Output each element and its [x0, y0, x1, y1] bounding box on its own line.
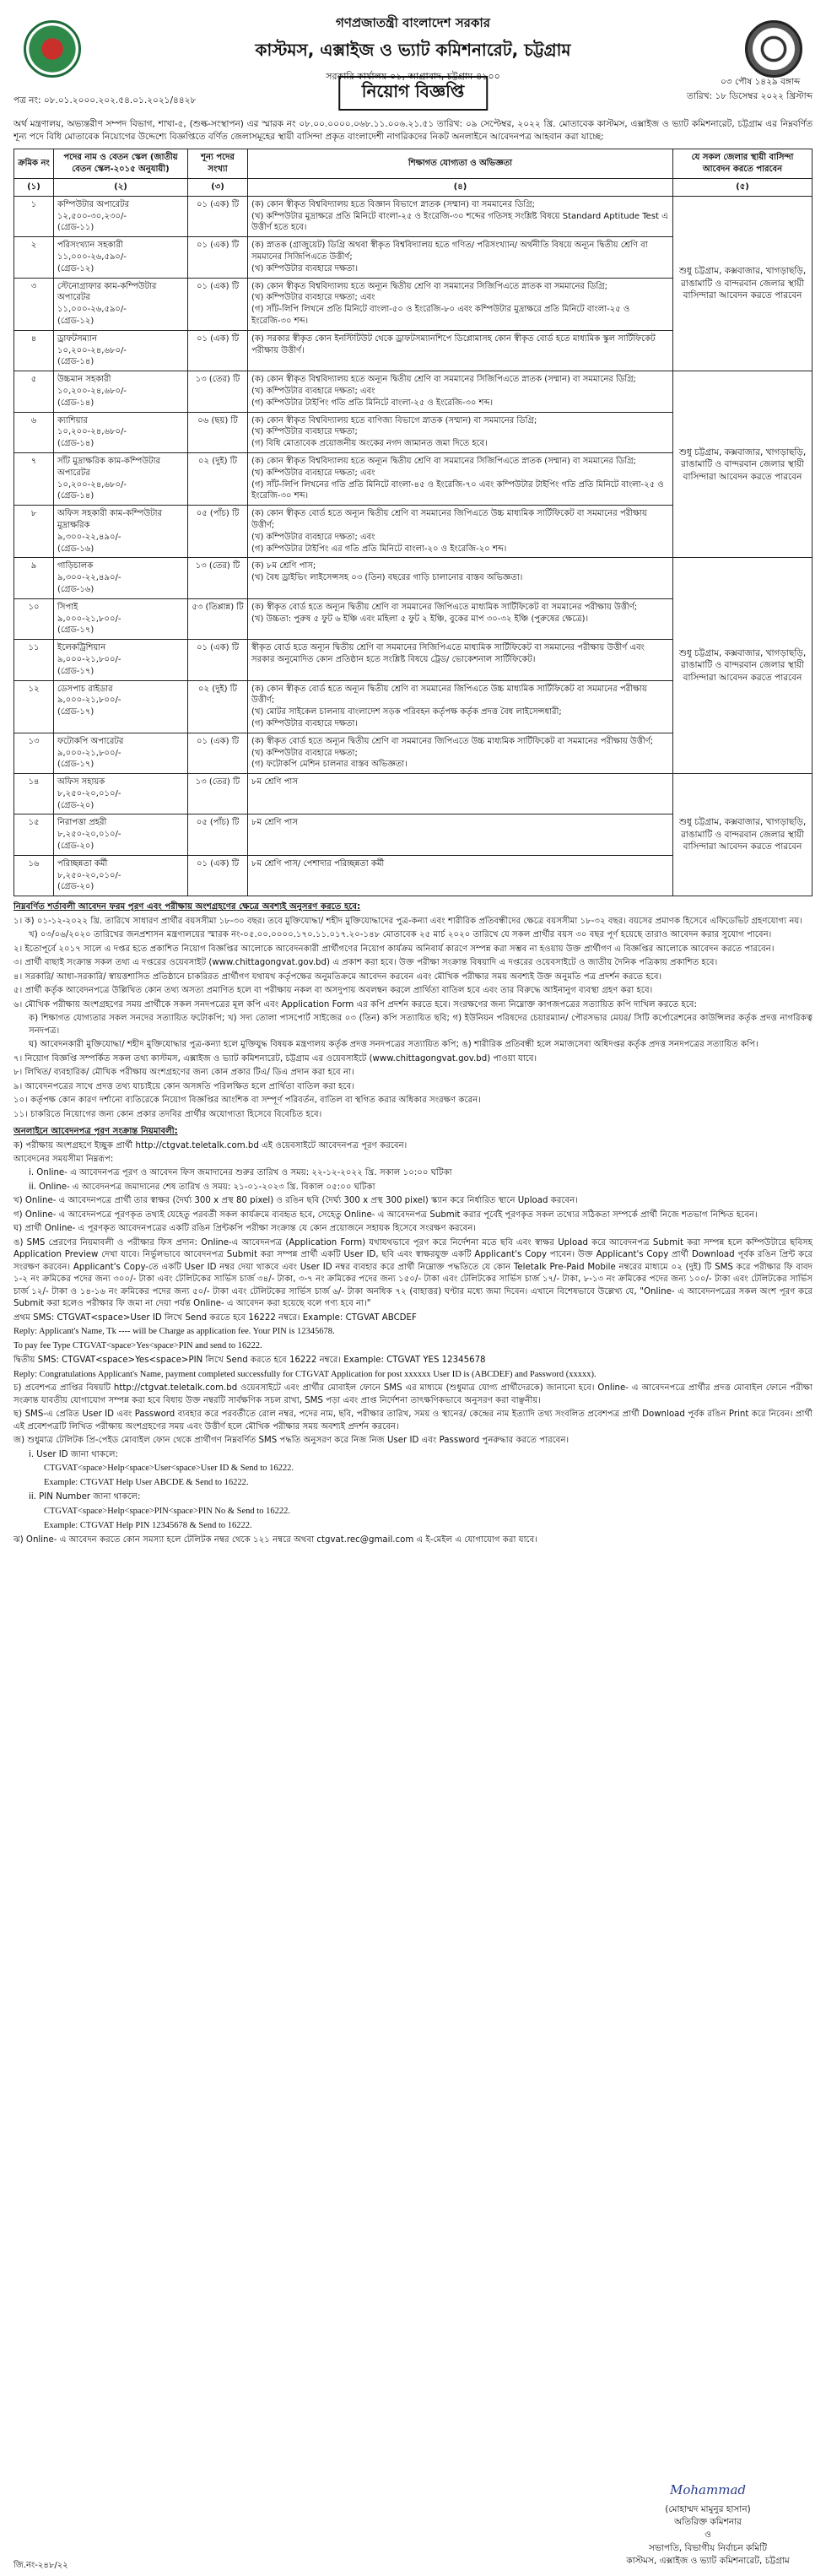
qualification-item: (খ) কম্পিউটার মুদ্রাক্ষরে প্রতি মিনিটে বাংলা-২৫ ও ইংরেজি-৩০ শব্দের গতিসহ সংশ্লিষ্ট বিষয়ে Standard Aptitude Test এ উত্তীর্ণ হতে হবে।: [251, 211, 668, 233]
post-cell: [54, 774, 188, 814]
post-scale: ১০,২০০-২৪,৬৮০/-: [57, 386, 127, 396]
conditions-title: নিম্নবর্ণিত শর্তাবলী আবেদন ফরম পূরণ এবং পরীক্ষায় অংশগ্রহণের ক্ষেত্রে অবশ্যই অনুসরণ করতে হবে:: [13, 902, 361, 912]
condition-item: ১। ক) ০১-১২-২০২২ খ্রি. তারিখে সাধারণ প্রার্থীর বয়সসীমা ১৮-৩০ বছর। তবে মুক্তিযোদ্ধা/ শহীদ মুক্তিযোদ্ধাদের পুত্র-কন্যা এবং শারীরিক প্রতিবন্ধীদের ক্ষেত্রে বয়সসীমা ১৮-৩২ বছর। বয়সের প্রমাণক হিসেবে এফিডেভিট গ্রহণযোগ্য নয়।: [13, 916, 803, 926]
post-cell: [54, 640, 188, 680]
post-scale: ১০,২০০-২৪,৬৮০/-: [57, 427, 127, 437]
district-cell: শুধু চট্টগ্রাম, কক্সবাজার, খাগড়াছড়ি, রাঙামাটি ও বান্দরবান জেলার স্থায়ী বাসিন্দারা আবেদন করতে পারবেন: [673, 196, 813, 371]
post-post: পরিচ্ছন্নতা কর্মী: [57, 858, 108, 869]
qualification-item: (খ) কম্পিউটার ব্যবহারে দক্ষতা; এবং: [251, 468, 375, 478]
post-scale: ৯,০০০-২১,৮০০/-: [57, 748, 121, 758]
footer-code: জি.নং-২৪৮/২২: [13, 2561, 68, 2570]
post-post: স্টেনোগ্রাফার কাম-কম্পিউটার অপারেটর: [57, 281, 157, 303]
serial-cell: ১৬: [14, 855, 54, 896]
column-number: (৩): [188, 179, 248, 197]
post-cell: [54, 330, 188, 371]
qualification-item: (গ) বিধি মোতাবেক প্রয়োজনীয় অংকের নগদ জামানত জমা দিতে হবে।: [251, 439, 488, 449]
condition-item: ১১। চাকরিতে নিয়োগের জন্য কোন প্রকার তদবির প্রার্থীর অযোগ্যতা হিসেবে বিবেচিত হবে।: [13, 1109, 322, 1119]
post-cell: [54, 196, 188, 236]
instruction-item: Reply: Congratulations Applicant's Name, payment completed successfully for CTGVAT Application for post xxxxxx User ID is (ABCDEF) and Password (xxxxx).: [13, 1369, 597, 1379]
post-post: ড্রাফটসম্যান: [57, 333, 97, 344]
serial-cell: ১৪: [14, 774, 54, 814]
table-row: [14, 371, 813, 412]
online-instructions: [13, 1140, 813, 1546]
qualification-item: (ক) কোন স্বীকৃত বোর্ড হতে অন্যূন দ্বিতীয় শ্রেণি বা সমমানের জিপিএতে উচ্চ মাধ্যমিক সার্টিফিকেট বা সমমানের পরীক্ষায় উত্তীর্ণ;: [251, 509, 647, 530]
qualification-cell: [248, 774, 673, 814]
conditions-section: [13, 901, 813, 1121]
instruction-item: দ্বিতীয় SMS: CTGVAT<space>Yes<space>PIN লিখে Send করতে হবে 16222 নম্বরে। Example: CTGVAT YES 12345678: [13, 1356, 486, 1366]
post-scale: ১০,২০০-২৪,৬৮০/-: [57, 479, 127, 490]
post-cell: [54, 412, 188, 452]
serial-cell: ৮: [14, 506, 54, 558]
qualification-item: (ক) স্বীকৃত বোর্ড হতে অন্যূন দ্বিতীয় শ্রেণি বা সমমানের জিপিএতে মাধ্যমিক সার্টিফিকেট বা সমমানের পরীক্ষায় উত্তীর্ণ;: [251, 602, 638, 612]
post-scale: ১০,২০০-২৪,৬৮০/-: [57, 345, 127, 355]
qualification-item: ৮ম শ্রেণি পাস: [251, 777, 298, 787]
vacancy-count: ০১ (এক) টি: [188, 196, 248, 236]
header: [13, 14, 813, 113]
signatory-office: কাস্টমস, এক্সাইজ ও ভ্যাট কমিশনারেট, চট্টগ্রাম: [626, 2555, 790, 2566]
table-row: [14, 196, 813, 236]
condition-item: ৫। প্রার্থী কর্তৃক আবেদনপত্রে উল্লিখিত কোন তথ্য অসত্য প্রমাণিত হলে বা পরীক্ষায় নকল বা অসদুপায় অবলম্বন করলে প্রার্থিতা বাতিল হবে এবং তার বিরুদ্ধে আইনানুগ ব্যবস্থা গ্রহণ করা হবে।: [13, 986, 653, 996]
post-post: অফিস সহকারী কাম-কম্পিউটার মুদ্রাক্ষরিক: [57, 509, 163, 530]
condition-item: ৭। নিয়োগ বিজ্ঞপ্তি সম্পর্কিত সকল তথ্য কাস্টমস, এক্সাইজ ও ভ্যাট কমিশনারেট, চট্টগ্রাম এর ওয়েবসাইটে (www.chittagongvat.gov.bd) পাওয়া যাবে।: [13, 1053, 537, 1063]
post-cell: [54, 733, 188, 773]
qualification-item: (ক) কোন স্বীকৃত বোর্ড হতে অন্যূন দ্বিতীয় শ্রেণি বা সমমানের জিপিএতে উচ্চ মাধ্যমিক সার্টিফিকেট বা সমমানের পরীক্ষায় উত্তীর্ণ;: [251, 684, 647, 706]
post-grade: (গ্রেড-১৭): [57, 666, 94, 676]
post-cell: [54, 558, 188, 598]
instruction-item: খ) Online- এ আবেদনপত্রে প্রার্থী তার স্বাক্ষর (দৈর্ঘ্য 300 x প্রস্থ 80 pixel) ও রঙিন ছবি (দৈর্ঘ্য 300 x প্রস্থ 300 pixel) স্ক্যান করে নির্ধারিত স্থানে Upload করবেন।: [13, 1196, 578, 1206]
vacancy-count: ০১ (এক) টি: [188, 640, 248, 680]
vacancy-count: ০১ (এক) টি: [188, 237, 248, 278]
vacancy-table: [13, 149, 813, 896]
qualification-item: (খ) কম্পিউটার ব্যবহারে দক্ষতা; এবং: [251, 532, 375, 542]
post-scale: ৮,২৫০-২০,০১০/-: [57, 830, 121, 840]
table-header-row: [14, 149, 813, 179]
qualification-item: (খ) কম্পিউটার ব্যবহারে দক্ষতা; এবং: [251, 293, 375, 303]
table-row: [14, 558, 813, 598]
qualification-item: (ক) কোন স্বীকৃত বিশ্ববিদ্যালয় হতে বাণিজ্য বিভাগে স্নাতক (সম্মান) বা সমমানের ডিগ্রি;: [251, 415, 537, 425]
signatory-role: অতিরিক্ত কমিশনার: [674, 2517, 742, 2528]
post-post: উচ্চমান সহকারী: [57, 375, 111, 385]
vacancy-count: ০১ (এক) টি: [188, 855, 248, 896]
qualification-cell: [248, 640, 673, 680]
post-grade: (গ্রেড-১২): [57, 263, 94, 273]
post-cell: [54, 452, 188, 505]
serial-cell: ৪: [14, 330, 54, 371]
post-scale: ১১,০০০-২৬,৫৯০/-: [57, 252, 127, 262]
vacancy-count: ১৩ (তের) টি: [188, 371, 248, 412]
instruction-item: Example: CTGVAT Help PIN 12345678 & Send to 16222.: [44, 1520, 252, 1530]
handwritten-signature: Mohammad: [670, 2482, 746, 2498]
column-number: (৫): [673, 179, 813, 197]
table-body: [14, 196, 813, 896]
vacancy-count: ০৫ (পাঁচ) টি: [188, 506, 248, 558]
qualification-cell: [248, 558, 673, 598]
instruction-item: চ) প্রবেশপত্র প্রাপ্তির বিষয়টি http://ctgvat.teletalk.com.bd ওয়েবসাইটে এবং প্রার্থীর মোবাইল ফোনে SMS এর মাধ্যমে (শুধুমাত্র যোগ্য প্রার্থীদেরকে) জানানো হবে। Online- এ আবেদনপত্রে প্রার্থীর প্রদত্ত মোবাইল ফোনে পরীক্ষা সংক্রান্ত যাবতীয় যোগাযোগ সম্পন্ন করা হবে বিধায় উক্ত নম্বরটি সার্বক্ষণিক সচল রাখা, SMS পড়া এবং প্রাপ্ত নির্দেশনা তাৎক্ষণিকভাবে অনুসরণ করা বাঞ্ছনীয়।: [13, 1383, 813, 1405]
vacancy-count: ০২ (দুই) টি: [188, 680, 248, 733]
condition-item: ২। ইতোপূর্বে ২০১৭ সালে এ দপ্তর হতে প্রকাশিত নিয়োগ বিজ্ঞপ্তির আলোকে আবেদনকারী প্রার্থীগণের নিয়োগ কার্যক্রম অনিবার্য কারণে সম্পন্ন করা সম্ভব না হওয়ায় উক্ত প্রার্থীগণ এ বিজ্ঞপ্তির আলোকে আবেদন করতে পারবেন।: [13, 944, 775, 954]
instruction-item: আবেদনের সময়সীমা নিম্নরূপ:: [13, 1154, 114, 1164]
signatory-committee: সভাপতি, বিভাগীয় নির্বাচন কমিটি: [649, 2542, 767, 2553]
instruction-item: ছ) SMS-এ প্রেরিত User ID এবং Password ব্যবহার করে পরবর্তীতে রোল নম্বর, পদের নাম, ছবি, পরীক্ষার তারিখ, সময় ও স্থানের/ কেন্দ্রের নাম ইত্যাদি তথ্য সংবলিত প্রবেশপত্র প্রার্থী Download পূর্বক রঙিন Print করে নিবেন। প্রার্থী এই প্রবেশপত্রটি লিখিত পরীক্ষায় অংশগ্রহণের সময় এবং উত্তীর্ণ হলে মৌখিক পরীক্ষার সময় অবশ্যই প্রদর্শন করবেন।: [13, 1410, 813, 1431]
qualification-cell: [248, 452, 673, 505]
condition-item: ঘ) আবেদনকারী মুক্তিযোদ্ধা/ শহীদ মুক্তিযোদ্ধার পুত্র-কন্যা হলে মুক্তিযুদ্ধ বিষয়ক মন্ত্রণালয় কর্তৃক প্রদত্ত সনদপত্রের সত্যায়িত কপি; ঙ) শারীরিক প্রতিবন্ধী হলে সমাজসেবা অধিদপ্তর কর্তৃক প্রদত্ত সনদপত্রের সত্যায়িত কপি।: [29, 1040, 759, 1050]
post-scale: ১২,৫০০-৩০,২৩০/-: [57, 211, 127, 221]
signature-block: [615, 2481, 801, 2568]
notice-title: নিয়োগ বিজ্ঞপ্তি: [338, 76, 489, 111]
post-grade: (গ্রেড-১৭): [57, 625, 94, 636]
post-post: কম্পিউটার অপারেটর: [57, 199, 130, 209]
instruction-item: ii. Online- এ আবেদনপত্র জমাদানের শেষ তারিখ ও সময়: ২১-০১-২০২৩ খ্রি. বিকাল ০৫:০০ ঘটিকা: [29, 1182, 375, 1192]
column-header: ক্রমিক নং: [14, 149, 54, 179]
date-label: তারিখ:: [686, 91, 713, 101]
table-row: [14, 774, 813, 814]
post-scale: ১১,০০০-২৬,৫৯০/-: [57, 305, 127, 315]
serial-cell: ৯: [14, 558, 54, 598]
post-grade: (গ্রেড-২০): [57, 842, 94, 852]
vacancy-count: ০১ (এক) টি: [188, 278, 248, 330]
column-header: যে সকল জেলার স্থায়ী বাসিন্দা আবেদন করতে পারবেন: [673, 149, 813, 179]
post-grade: (গ্রেড-১৭): [57, 760, 94, 770]
column-number: (২): [54, 179, 188, 197]
condition-item: ৩। প্রার্থী বাছাই সংক্রান্ত সকল তথ্য এ দপ্তরের ওয়েবসাইট (www.chittagongvat.gov.bd) এ প্রকাশ করা হবে। উক্ত পরীক্ষা সংক্রান্ত বিষয়াদি এ দপ্তরের ওয়েবসাইটে ও জাতীয় দৈনিক পত্রিকায় প্রকাশিত হবে।: [13, 958, 718, 968]
qualification-item: (গ) সাঁট-লিপি লিখনের গতি প্রতি মিনিটে বাংলা-৪৫ ও ইংরেজি-৭০ এবং কম্পিউটার টাইপিং গতি প্রতি মিনিটে বাংলা-২৫ ও ইংরেজি-৩০ শব্দ।: [251, 479, 664, 501]
vacancy-count: ১৩ (তের) টি: [188, 558, 248, 598]
condition-item: ৪। সরকারি/ আধা-সরকারি/ স্বায়ত্তশাসিত প্রতিষ্ঠানে চাকরিরত প্রার্থীগণ যথাযথ কর্তৃপক্ষের অনুমতিক্রমে আবেদন করবেন এবং মৌখিক পরীক্ষার সময় অবশ্যই উক্ত অনুমতি পত্র প্রদর্শন করতে হবে।: [13, 971, 662, 982]
instruction-item: জ) শুধুমাত্র টেলিটক প্রি-পেইড মোবাইল ফোন থেকে প্রার্থীগণ নিম্নবর্ণিত SMS পদ্ধতি অনুসরণ করে নিজ নিজ User ID এবং Password পুনরুদ্ধার করতে পারবেন।: [13, 1436, 570, 1446]
district-cell: শুধু চট্টগ্রাম, কক্সবাজার, খাগড়াছড়ি, রাঙামাটি ও বান্দরবান জেলার স্থায়ী বাসিন্দারা আবেদন করতে পারবেন: [673, 558, 813, 774]
qualification-cell: [248, 855, 673, 896]
qualification-cell: [248, 237, 673, 278]
government-seal-icon: [24, 20, 81, 78]
qualification-item: (গ) কম্পিউটার ব্যবহারে দক্ষতা।: [251, 718, 359, 728]
memo-number: পত্র নং: ০৮.০১.২০০০.২০২.৫৪.০১.২০২১/৪৪২৮: [13, 95, 197, 106]
qualification-item: (ক) স্বীকৃত বোর্ড হতে অন্যূন দ্বিতীয় শ্রেণি বা সমমানের জিপিএতে উচ্চ মাধ্যমিক সার্টিফিকেট বা সমমানের পরীক্ষায় উত্তীর্ণ;: [251, 736, 654, 746]
qualification-item: (ক) কোন স্বীকৃত বিশ্ববিদ্যালয় হতে অন্যূন দ্বিতীয় শ্রেণি বা সমমানের সিজিপিএতে স্নাতক (সম্মান) বা সমমানের ডিগ্রি;: [251, 375, 636, 385]
post-post: সিপাই: [57, 602, 78, 612]
post-grade: (গ্রেড-১৬): [57, 584, 94, 594]
vacancy-count: ০৫ (পাঁচ) টি: [188, 814, 248, 855]
post-grade: (গ্রেড-১৭): [57, 707, 94, 717]
post-scale: ৯,০০০-২১,৮০০/-: [57, 654, 121, 664]
serial-cell: ১১: [14, 640, 54, 680]
instruction-item: i. User ID জানা থাকলে:: [29, 1449, 118, 1459]
instruction-item: CTGVAT<space>Help<space>PIN<space>PIN No & Send to 16222.: [44, 1506, 290, 1516]
serial-cell: ৬: [14, 412, 54, 452]
vacancy-count: ১৩ (তের) টি: [188, 774, 248, 814]
column-header: পদের নাম ও বেতন স্কেল (জাতীয় বেতন স্কেল-২০১৫ অনুযায়ী): [54, 149, 188, 179]
serial-cell: ১৩: [14, 733, 54, 773]
post-scale: ৮,২৫০-২০,০১০/-: [57, 788, 121, 798]
post-cell: [54, 855, 188, 896]
vacancy-count: ০১ (এক) টি: [188, 733, 248, 773]
column-header: শূন্য পদের সংখ্যা: [188, 149, 248, 179]
post-scale: ৯,০০০-২১,৮০০/-: [57, 695, 121, 706]
post-cell: [54, 237, 188, 278]
post-scale: ৯,৩০০-২২,৪৯০/-: [57, 573, 121, 583]
qualification-cell: [248, 196, 673, 236]
post-grade: (গ্রেড-২০): [57, 800, 94, 810]
district-cell: শুধু চট্টগ্রাম, কক্সবাজার, খাগড়াছড়ি, রাঙামাটি ও বান্দরবান জেলার স্থায়ী বাসিন্দারা আবেদন করতে পারবেন: [673, 371, 813, 558]
post-cell: [54, 680, 188, 733]
condition-item: খ) ০৩/০৬/২০২০ তারিখের জনপ্রশাসন মন্ত্রণালয়ের স্মারক নং-০৫.০০.০০০০.১৭০.১১.০১৭.২০-১৪৮ মোতাবেক ২৫ মার্চ ২০২০ তারিখে যে সকল প্রার্থীর বয়স ৩০ বছর পূর্ণ হয়েছে তারাও আবেদন করার সুযোগ পাবেন।: [29, 930, 772, 940]
qualification-cell: [248, 733, 673, 773]
district-cell: শুধু চট্টগ্রাম, কক্সবাজার, খাগড়াছড়ি, রাঙামাটি ও বান্দরবান জেলার স্থায়ী বাসিন্দারা আবেদন করতে পারবেন: [673, 774, 813, 896]
conditions-list: [13, 916, 813, 1121]
post-post: নিরাপত্তা প্রহরী: [57, 818, 107, 828]
post-grade: (গ্রেড-১২): [57, 317, 94, 326]
vacancy-count: ০২ (দুই) টি: [188, 452, 248, 505]
serial-cell: ৭: [14, 452, 54, 505]
condition-item: ৯। আবেদনপত্রের সাথে প্রদত্ত তথ্য যাচাইয়ে কোন অসঙ্গতি পরিলক্ষিত হলে প্রার্থিতা বাতিল করা হবে।: [13, 1081, 354, 1091]
online-title: অনলাইনে আবেদনপত্র পূরণ সংক্রান্ত নিয়মাবলী:: [13, 1127, 178, 1137]
serial-cell: ৫: [14, 371, 54, 412]
post-post: অফিস সহায়ক: [57, 777, 105, 787]
qualification-item: (ক) কোন স্বীকৃত বিশ্ববিদ্যালয় হতে অন্যূন দ্বিতীয় শ্রেণি বা সমমানের সিজিপিএতে স্নাতক (সম্মান) বা সমমানের ডিগ্রি;: [251, 456, 636, 466]
post-post: গাড়িচালক: [57, 561, 94, 571]
qualification-cell: [248, 412, 673, 452]
post-grade: (গ্রেড-১৪): [57, 357, 94, 367]
vacancy-count: ৫৩ (তিপ্পান্ন) টি: [188, 598, 248, 639]
qualification-item: (খ) কম্পিউটার ব্যবহারে দক্ষতা;: [251, 748, 358, 758]
instruction-item: প্রথম SMS: CTGVAT<space>User ID লিখে Send করতে হবে 16222 নম্বরে। Example: CTGVAT ABCDEF: [13, 1312, 417, 1323]
post-scale: ৮,২৫০-২০,০১০/-: [57, 870, 121, 880]
post-scale: ৯,৩০০-২২,৪৯০/-: [57, 532, 121, 542]
serial-cell: ৩: [14, 278, 54, 330]
qualification-item: (ক) সরকার স্বীকৃত কোন ইনস্টিটিউট থেকে ড্রাফটসম্যানশিপে ডিপ্লোমাসহ কোন স্বীকৃত বোর্ড হতে মাধ্যমিক স্কুল সার্টিফিকেট পরীক্ষায় উত্তীর্ণ।: [251, 333, 656, 355]
qualification-cell: [248, 330, 673, 371]
instruction-item: Example: CTGVAT Help User ABCDE & Send to 16222.: [44, 1478, 249, 1488]
qualification-cell: [248, 506, 673, 558]
qualification-item: (ক) স্নাতক (গ্রাজুয়েট) ডিগ্রি অথবা স্বীকৃত বিশ্ববিদ্যালয় হতে গণিত/ পরিসংখ্যান/ অর্থনীতি বিষয়ে অন্যূন দ্বিতীয় শ্রেণি বা সমমানের সিজিপিএতে উত্তীর্ণ;: [251, 241, 648, 262]
condition-item: ৬। মৌখিক পরীক্ষায় অংশগ্রহণের সময় প্রার্থীকে সকল সনদপত্রের মূল কপি এবং Application Form এর কপি প্রদর্শন করতে হবে। সংরক্ষণের জন্য নিম্নোক্ত কাগজপত্রের সত্যায়িত কপি দাখিল করতে হবে:: [13, 999, 698, 1009]
post-grade: (গ্রেড-১১): [57, 223, 94, 233]
post-post: পরিসংখ্যান সহকারী: [57, 241, 123, 251]
post-grade: (গ্রেড-১৪): [57, 398, 94, 408]
serial-cell: ১: [14, 196, 54, 236]
serial-cell: ২: [14, 237, 54, 278]
instruction-item: ii. PIN Number জানা থাকলে:: [29, 1492, 141, 1502]
qualification-item: ৮ম শ্রেণি পাস/ পেশাদার পরিচ্ছন্নতা কর্মী: [251, 858, 385, 869]
qualification-cell: [248, 680, 673, 733]
post-post: ডেসপাচ রাইডার: [57, 684, 113, 694]
post-cell: [54, 598, 188, 639]
post-grade: (গ্রেড-১৪): [57, 439, 94, 449]
post-post: ফটোকপি অপারেটর: [57, 736, 124, 746]
column-header: শিক্ষাগত যোগ্যতা ও অভিজ্ঞতা: [248, 149, 673, 179]
qualification-item: (ক) ৮ম শ্রেণি পাস;: [251, 561, 316, 571]
qualification-item: (খ) কম্পিউটার ব্যবহারে দক্ষতা।: [251, 263, 359, 273]
instruction-item: Reply: Applicant's Name, Tk ---- will be Charge as application fee. Your PIN is 12345678.: [13, 1327, 335, 1337]
qualification-item: (খ) উচ্চতা: পুরুষ ৫ ফুট ৬ ইঞ্চি এবং মহিলা ৫ ফুট ২ ইঞ্চি, বুকের মাপ ৩০-৩২ ইঞ্চি (পুরুষের ক্ষেত্রে)।: [251, 614, 589, 624]
signatory-conj: ও: [705, 2530, 711, 2541]
qualification-cell: [248, 278, 673, 330]
vacancy-count: ০১ (এক) টি: [188, 330, 248, 371]
intro-paragraph: অর্থ মন্ত্রণালয়, অভ্যন্তরীণ সম্পদ বিভাগ, শাখা-৫, (শুল্ক-সংস্থাপন) এর স্মারক নং ০৮.০০.০০০০.০৬৮.১১.০০৬.২১.৫১ তারিখ: ০৯ সেপ্টেম্বর, ২০২২ খ্রি. মোতাবেক কাস্টমস, এক্সাইজ ও ভ্যাট কমিশনারেট, চট্টগ্রাম এর নিম্নবর্ণিত শূন্য পদে বিধি মোতাবেক নিয়োগের উদ্দেশ্যে বিজ্ঞপ্তিতে বর্ণিত জেলাসমূহের স্থায়ী বাসিন্দা প্রকৃত বাংলাদেশী নাগরিকদের নিকট অনলাইনে আবেদনপত্র আহবান করা যাচ্ছে:: [13, 119, 813, 143]
qualification-item: (ক) কোন স্বীকৃত বিশ্ববিদ্যালয় হতে বিজ্ঞান বিভাগে স্নাতক (সম্মান) বা সমমানের ডিগ্রি;: [251, 199, 536, 209]
instruction-item: ঝ) Online- এ আবেদন করতে কোন সমস্যা হলে টেলিটক নম্বর থেকে ১২১ নম্বরে অথবা ctgvat.rec@gmail.com এ ই-মেইল এ যোগাযোগ করা যাবে।: [13, 1534, 537, 1545]
column-number-row: [14, 179, 813, 197]
post-grade: (গ্রেড-১৬): [57, 544, 94, 554]
post-grade: (গ্রেড-১৪): [57, 491, 94, 501]
government-name: গণপ্রজাতন্ত্রী বাংলাদেশ সরকার: [336, 15, 490, 30]
qualification-item: (গ) কম্পিউটার টাইপিং এর গতি প্রতি মিনিটে বাংলা-২০ ও ইংরেজি-২০ শব্দ।: [251, 544, 507, 554]
qualification-cell: [248, 371, 673, 412]
date-english: ১৮ ডিসেম্বর ২০২২ খ্রিস্টাব্দ: [715, 91, 813, 101]
post-cell: [54, 278, 188, 330]
instruction-item: i. Online- এ আবেদনপত্র পূরণ ও আবেদন ফিস জমাদানের শুরুর তারিখ ও সময়: ২২-১২-২০২২ খ্রি. সকাল ১০:০০ ঘটিকা: [29, 1168, 452, 1178]
signatory-name: (মোহাম্মদ মামুনুর হাসান): [665, 2504, 751, 2514]
qualification-cell: [248, 814, 673, 855]
post-post: সাঁট মুদ্রাক্ষরিক কাম-কম্পিউটার অপারেটর: [57, 456, 161, 478]
qualification-item: (গ) ফটোকপি মেশিন চালনার বাস্তব অভিজ্ঞতা।: [251, 760, 408, 770]
qualification-item: (খ) কম্পিউটার ব্যবহারে দক্ষতা; এবং: [251, 386, 375, 396]
qualification-item: (খ) বৈধ ড্রাইভিং লাইসেন্সসহ ০৩ (তিন) বছরের গাড়ি চালানোর বাস্তব অভিজ্ঞতা।: [251, 573, 523, 583]
qualification-cell: [248, 598, 673, 639]
online-application-section: [13, 1126, 813, 1546]
post-cell: [54, 814, 188, 855]
qualification-item: (গ) কম্পিউটার টাইপিং গতি প্রতি মিনিটে বাংলা-২৫ ও ইংরেজি-৩০ শব্দ।: [251, 398, 494, 408]
date-bangla: ০৩ পৌষ ১৪২৯ বঙ্গাব্দ: [720, 77, 801, 87]
column-number: (৪): [248, 179, 673, 197]
instruction-item: গ) Online- এ আবেদনপত্রে পূরণকৃত তথ্যই যেহেতু পরবর্তী সকল কার্যক্রমে ব্যবহৃত হবে, সেহেতু Online- এ আবেদনপত্র Submit করার পূর্বেই পূরণকৃত সকল তথ্যের সঠিকতা সম্পর্কে প্রার্থী নিজে শতভাগ নিশ্চিত হবেন।: [13, 1210, 758, 1220]
instruction-item: ঘ) প্রার্থী Online- এ পূরণকৃত আবেদনপত্রের একটি রঙিন প্রিন্টকপি পরীক্ষা সংক্রান্ত যে কোন প্রয়োজনে সহায়ক হিসেবে সংরক্ষণ করবেন।: [13, 1224, 477, 1234]
date-block: [687, 76, 813, 105]
customs-logo-icon: [745, 20, 802, 78]
condition-item: ৮। লিখিত/ ব্যবহারিক/ মৌখিক পরীক্ষায় অংশগ্রহণের জন্য কোন প্রকার টিএ/ ডিএ প্রদান করা হবে না।: [13, 1068, 354, 1078]
instruction-item: ক) পরীক্ষায় অংশগ্রহণে ইচ্ছুক প্রার্থী http://ctgvat.teletalk.com.bd এই ওয়েবসাইটে আবেদনপত্র পূরণ করবেন।: [13, 1140, 408, 1150]
serial-cell: ১০: [14, 598, 54, 639]
office-address: সরকারি কার্যালয়-০১, আগ্রাবাদ, চট্টগ্রাম-৪১০০: [326, 71, 500, 82]
instruction-item: To pay fee Type CTGVAT<space>Yes<space>PIN and send to 16222.: [13, 1341, 262, 1351]
qualification-item: স্বীকৃত বোর্ড হতে অন্যূন দ্বিতীয় শ্রেণি বা সমমানের সিজিপিএতে মাধ্যমিক সার্টিফিকেট বা সমমানের পরীক্ষায় উত্তীর্ণ এবং সরকার অনুমোদিত কোন প্রতিষ্ঠান হতে সংশ্লিষ্ট বিষয়ে ট্রেড/ ভোকেশনাল সার্টিফিকেট।: [251, 643, 645, 664]
condition-item: ১০। কর্তৃপক্ষ কোন কারণ দর্শানো ব্যতিরেকে নিয়োগ বিজ্ঞপ্তির আংশিক বা সম্পূর্ণ পরিবর্তন, বাতিল বা স্থগিত করার অধিকার সংরক্ষণ করেন।: [13, 1096, 481, 1106]
post-scale: ৯,০০০-২১,৮০০/-: [57, 614, 121, 624]
qualification-item: (গ) সাঁট-লিপি লিখনে প্রতি মিনিটে বাংলা-৫০ ও ইংরেজি-৮০ এবং কম্পিউটার মুদ্রাক্ষরে প্রতি মিনিটে বাংলা-২৫ ও ইংরেজি-৩০ শব্দ।: [251, 305, 630, 326]
post-grade: (গ্রেড-২০): [57, 882, 94, 892]
office-name: কাস্টমস, এক্সাইজ ও ভ্যাট কমিশনারেট, চট্টগ্রাম: [255, 40, 571, 60]
serial-cell: ১৫: [14, 814, 54, 855]
post-post: ইলেকট্রিশিয়ান: [57, 643, 106, 653]
post-cell: [54, 506, 188, 558]
instruction-item: ঙ) SMS প্রেরণের নিয়মাবলী ও পরীক্ষার ফিস প্রদান: Online-এ আবেদনপত্র (Application Form) যথাযথভাবে পূরণ করে নির্দেশনা মতে ছবি এবং স্বাক্ষর Upload করে আবেদনপত্র Submit করা সম্পন্ন হলে কম্পিউটারে ছবিসহ Application Preview দেখা যাবে। নির্ভুলভাবে আবেদনপত্র Submit করা সম্পন্ন প্রার্থী একটি User ID, ছবি এবং স্বাক্ষরযুক্ত একটি Applicant's Copy পাবেন। উক্ত Applicant's Copy প্রার্থী Download পূর্বক রঙিন প্রিন্ট করে সংরক্ষণ করবেন। Applicant's Copy-তে একটি User ID নম্বর দেয়া থাকবে এবং User ID নম্বর ব্যবহার করে প্রার্থী নিম্নোক্ত পদ্ধতিতে যে কোন Teletalk Pre-Paid Mobile নম্বরের মাধ্যমে ০২ (দুই) টি SMS করে পরীক্ষার ফি বাবদ ১-২ নং ক্রমিকের পদের জন্য ৩০০/- টাকা এবং টেলিটকের সার্ভিস চার্জ ৩৪/- টাকা, ৩-৭ নং ক্রমিকের পদের জন্য ১৫০/- টাকা এবং টেলিটকের সার্ভিস চার্জ ১৭/- টাকা, ৮-১৩ নং ক্রমিকের পদের জন্য ১০০/- টাকা এবং টেলিটকের সার্ভিস চার্জ ১২/- টাকা ও ১৪-১৬ নং ক্রমিকের পদের জন্য ৫০/- টাকা এবং টেলিটকের সার্ভিস চার্জ ৬/- টাকা অনধিক ৭২ (বাহাত্তর) ঘণ্টার মধ্যে জমা দিবেন। এখানে বিশেষভাবে উল্লেখ্য যে, "Online- এ আবেদনপত্রের সকল অংশ পূরণ করে Submit করা হলেও পরীক্ষার ফি জমা না দেয়া পর্যন্ত Online- এ আবেদন করা হয়েছে বলে গণ্য হবে না।": [13, 1237, 813, 1309]
qualification-item: ৮ম শ্রেণি পাস: [251, 818, 298, 828]
condition-item: ক) শিক্ষাগত যোগ্যতার সকল সনদের সত্যায়িত ফটোকপি; খ) সদ্য তোলা পাসপোর্ট সাইজের ০৩ (তিন) কপি সত্যায়িত ছবি; গ) ইউনিয়ন পরিষদের চেয়ারম্যান/ পৌরসভার মেয়র/ সিটি কর্পোরেশনের কাউন্সিলর কর্তৃক প্রদত্ত নাগরিকত্ব সনদপত্র।: [29, 1014, 813, 1036]
post-cell: [54, 371, 188, 412]
instruction-item: CTGVAT<space>Help<space>User<space>User ID & Send to 16222.: [44, 1464, 294, 1474]
qualification-item: (খ) কম্পিউটার ব্যবহারে দক্ষতা;: [251, 427, 358, 437]
qualification-item: (খ) মোটর সাইকেল চালনায় বাংলাদেশ সড়ক পরিবহন কর্তৃপক্ষ কর্তৃক প্রদত্ত বৈধ লাইসেন্সধারী;: [251, 707, 562, 717]
qualification-item: (ক) কোন স্বীকৃত বিশ্ববিদ্যালয় হতে অন্যূন দ্বিতীয় শ্রেণি বা সমমানের সিজিপিএতে স্নাতক বা সমমানের ডিগ্রি;: [251, 281, 608, 291]
vacancy-count: ০৬ (ছয়) টি: [188, 412, 248, 452]
post-post: ক্যাশিয়ার: [57, 415, 88, 425]
column-number: (১): [14, 179, 54, 197]
serial-cell: ১২: [14, 680, 54, 733]
